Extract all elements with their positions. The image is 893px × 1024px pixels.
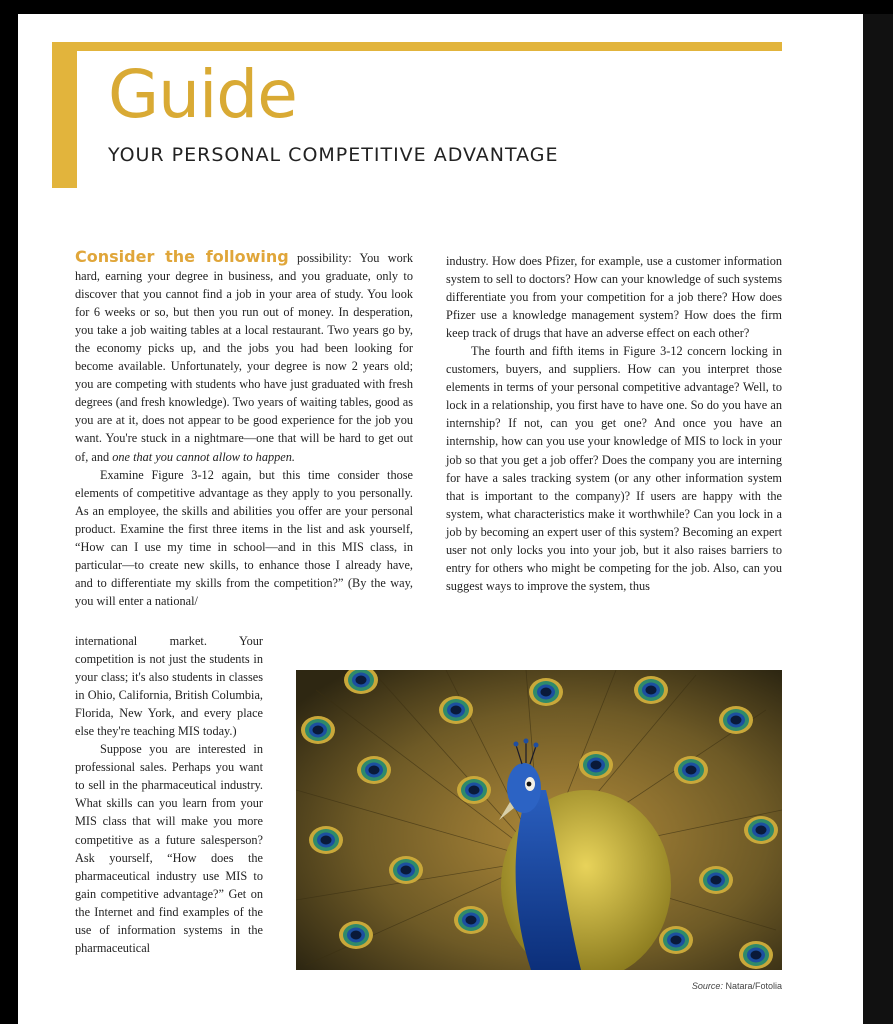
- left-column: [75, 248, 413, 610]
- paragraph-r2: The fourth and fifth items in Figure 3-12 concern locking in customers, buyers, and suppliers. How can you interpret those elements in terms of your personal competitive advantage? Well, to lock in a relationship, you first have to have one. So do you have an internship? If not, can you get one? And once you have an internship, how can you use your knowledge of MIS to lock in your job so that you get a job offer? Does the company you are interning for have a sales tracking system (or any other information system that is important to the company)? If users are happy with the system, what characteristics make it worthwhile? Can you lock in a job by becoming an expert user of this system? Becoming an expert user not only locks you into your job, but it also raises barriers to entry for others who might be competing for the job. Also, can you suggest ways to improve the system, thus: [446, 344, 782, 593]
- guide-title: Guide: [108, 56, 297, 133]
- peacock-illustration: [296, 670, 782, 970]
- peacock-photo: [296, 670, 782, 970]
- header-accent-bracket: [52, 46, 77, 188]
- photo-caption: [500, 981, 782, 991]
- guide-subtitle: YOUR PERSONAL COMPETITIVE ADVANTAGE: [108, 144, 559, 166]
- caption-credit: Natara/Fotolia: [725, 981, 782, 991]
- header-accent-bar: [52, 42, 782, 51]
- paragraph-1-text: possibility: You work hard, earning your degree in business, and you graduate, only to discover that you cannot find a job in your area of study. You look for 6 weeks or so, but then you run out of money. In desperation, you take a job waiting tables at a local restaurant. Two years go by, the economy picks up, and the jobs you had been looking for become available. Unfortunately, your degree is now 2 years old; you are competing with students who have just graduated with fresh degrees (and fresh knowledge). Two years of waiting tables, good as you are at it, does not appear to be good experience for the job you want. You're stuck in a nightmare—one that will be hard to get out of, and: [75, 251, 413, 464]
- lead-in: Consider the following: [75, 247, 289, 266]
- paragraph-2-continued: international market. Your competition is not just the students in your class; it's also students in classes in Ohio, California, British Columbia, Florida, New York, and every place else they're teaching MIS today.): [75, 634, 263, 739]
- paragraph-r1: industry. How does Pfizer, for example, use a customer information system to sell to doctors? How can your knowledge of such systems differentiate you from your competition for a job there? How does Pfizer use a knowledge management system? How does the firm keep track of drugs that have an adverse effect on each other?: [446, 254, 782, 341]
- paragraph-1-italic: one that you cannot allow to happen.: [112, 449, 295, 464]
- right-column: [446, 252, 782, 595]
- paragraph-3: Suppose you are interested in professional sales. Perhaps you want to sell in the pharmaceutical industry. What skills can you learn from your MIS class that will make you more competitive as a future salesperson? Ask yourself, “How does the pharmaceutical industry use MIS to gain competitive advantage?” Get on the Internet and find examples of the use of information systems in the pharmaceutical: [75, 742, 263, 955]
- left-column-narrow: [75, 632, 263, 957]
- paragraph-1: [75, 248, 413, 466]
- caption-prefix: Source:: [691, 981, 723, 991]
- page-edge: [863, 14, 893, 1024]
- paragraph-2: Examine Figure 3-12 again, but this time consider those elements of competitive advantage as they apply to you personally. As an employee, the skills and abilities you offer are your personal product. Examine the first three items in the list and ask yourself, “How can I use my time in school—and in this MIS class, in particular—to create new skills, to enhance those I already have, and to differentiate my skills from the competition?” (By the way, you will enter a national/: [75, 467, 413, 608]
